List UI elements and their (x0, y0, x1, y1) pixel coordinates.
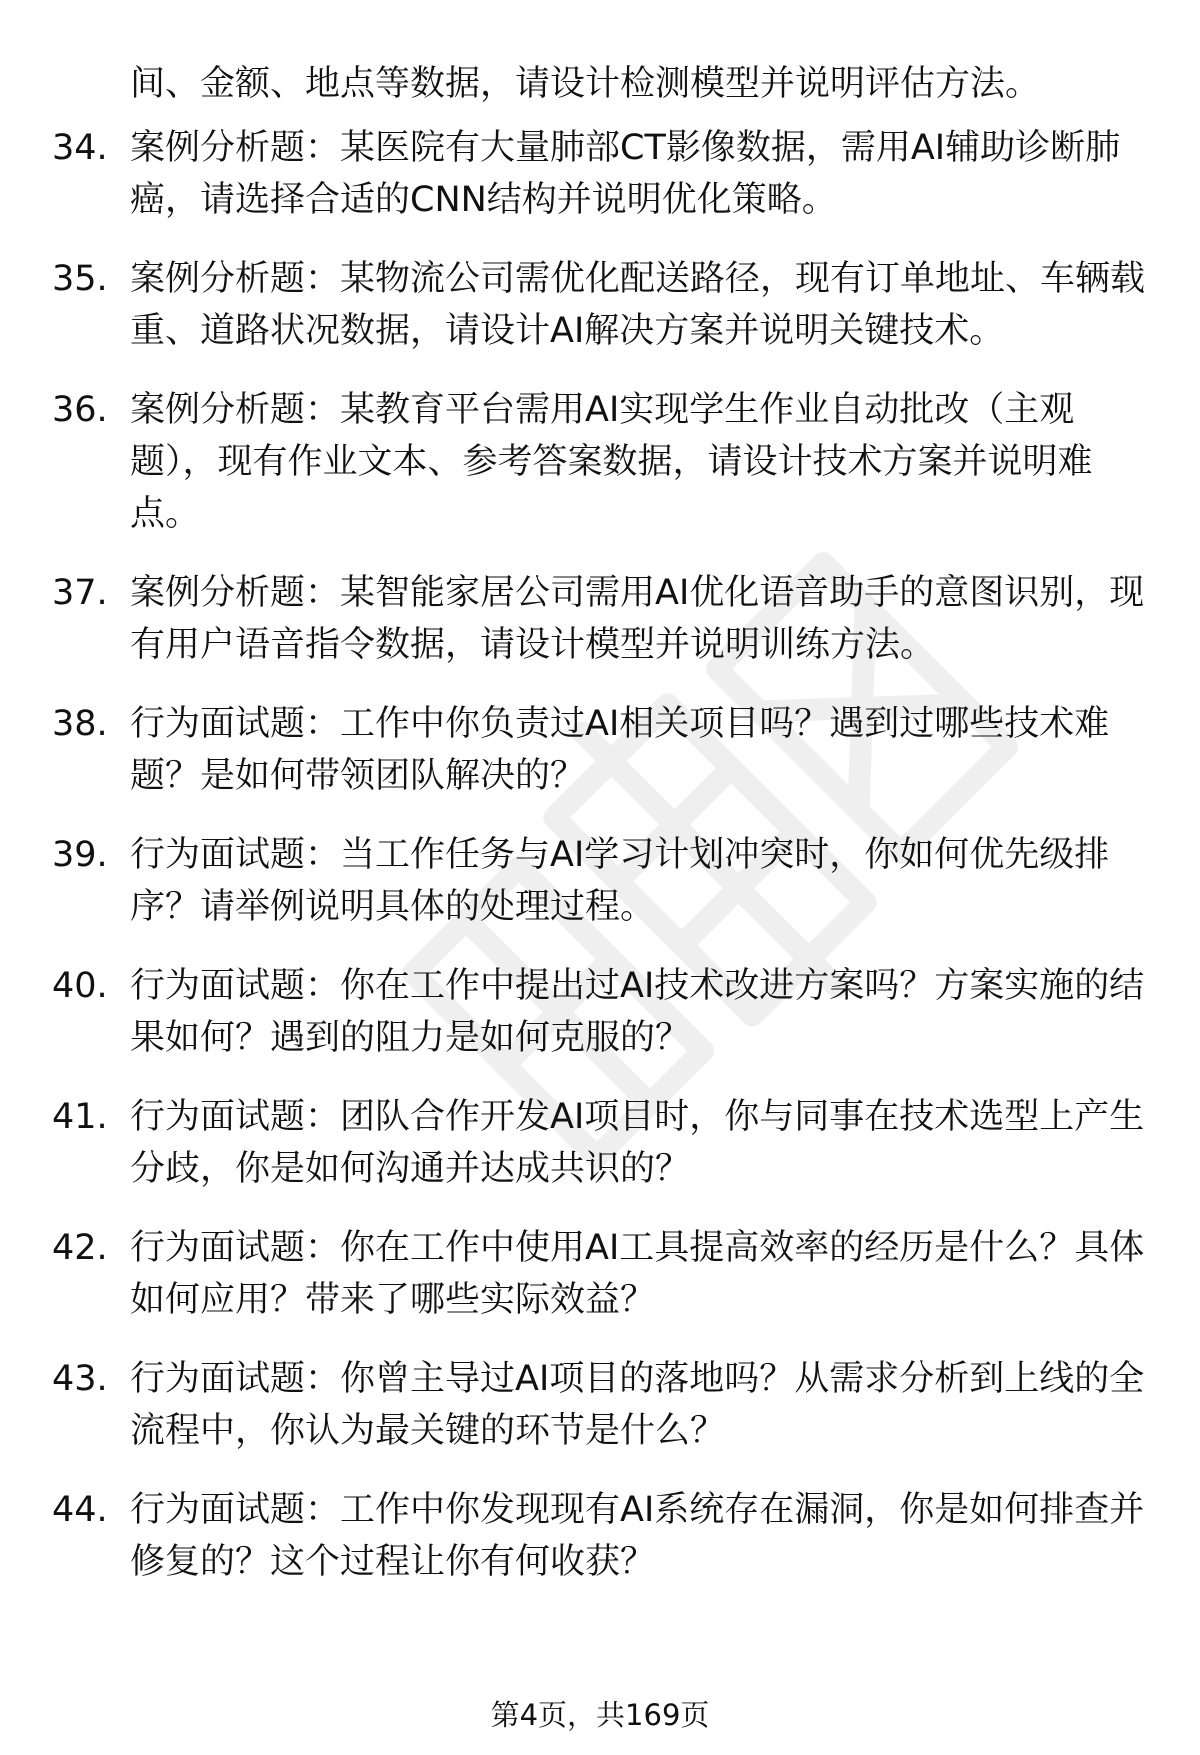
list-item (0, 698, 1200, 802)
question-text: 行为面试题：你在工作中使用AI工具提高效率的经历是什么？具体如何应用？带来了哪些实际效益？ (130, 1228, 1145, 1320)
list-item (0, 122, 1200, 226)
list-item (0, 567, 1200, 671)
question-number: 41. (52, 1097, 108, 1137)
question-text: 行为面试题：工作中你发现现有AI系统存在漏洞，你是如何排查并修复的？这个过程让你有何收获？ (130, 1490, 1145, 1582)
question-text: 行为面试题：工作中你负责过AI相关项目吗？遇到过哪些技术难题？是如何带领团队解决的？ (130, 704, 1110, 796)
list-item (0, 384, 1200, 540)
question-text: 行为面试题：团队合作开发AI项目时，你与同事在技术选型上产生分歧，你是如何沟通并达成共识的？ (130, 1097, 1145, 1189)
question-text: 行为面试题：你在工作中提出过AI技术改进方案吗？方案实施的结果如何？遇到的阻力是如何克服的？ (130, 966, 1145, 1058)
question-number: 34. (52, 128, 108, 168)
question-number: 37. (52, 573, 108, 613)
question-number: 36. (52, 390, 108, 430)
question-number: 40. (52, 966, 108, 1006)
list-item (0, 253, 1200, 357)
question-text: 案例分析题：某医院有大量肺部CT影像数据，需用AI辅助诊断肺癌，请选择合适的CNN结构并说明优化策略。 (130, 128, 1121, 220)
list-item (0, 829, 1200, 933)
question-list (0, 122, 1200, 1615)
question-text: 案例分析题：某智能家居公司需用AI优化语音助手的意图识别，现有用户语音指令数据，请设计模型并说明训练方法。 (130, 573, 1145, 665)
question-number: 42. (52, 1228, 108, 1268)
question-text: 行为面试题：你曾主导过AI项目的落地吗？从需求分析到上线的全流程中，你认为最关键的环节是什么？ (130, 1359, 1145, 1451)
question-text: 案例分析题：某物流公司需优化配送路径，现有订单地址、车辆载重、道路状况数据，请设计AI解决方案并说明关键技术。 (130, 259, 1146, 351)
list-item (0, 1222, 1200, 1326)
question-number: 43. (52, 1359, 108, 1399)
list-item (0, 1353, 1200, 1457)
question-text: 行为面试题：当工作任务与AI学习计划冲突时，你如何优先级排序？请举例说明具体的处理过程。 (130, 835, 1110, 927)
question-number: 39. (52, 835, 108, 875)
list-item (0, 960, 1200, 1064)
list-item (0, 1091, 1200, 1195)
question-number: 35. (52, 259, 108, 299)
question-number: 38. (52, 704, 108, 744)
question-text: 案例分析题：某教育平台需用AI实现学生作业自动批改（主观题），现有作业文本、参考答案数据，请设计技术方案并说明难点。 (130, 390, 1093, 534)
question-number: 44. (52, 1490, 108, 1530)
list-item (0, 1484, 1200, 1588)
continuation-line: 间、金额、地点等数据，请设计检测模型并说明评估方法。 (130, 64, 1041, 104)
page-footer: 第4页，共169页 (490, 1698, 710, 1732)
